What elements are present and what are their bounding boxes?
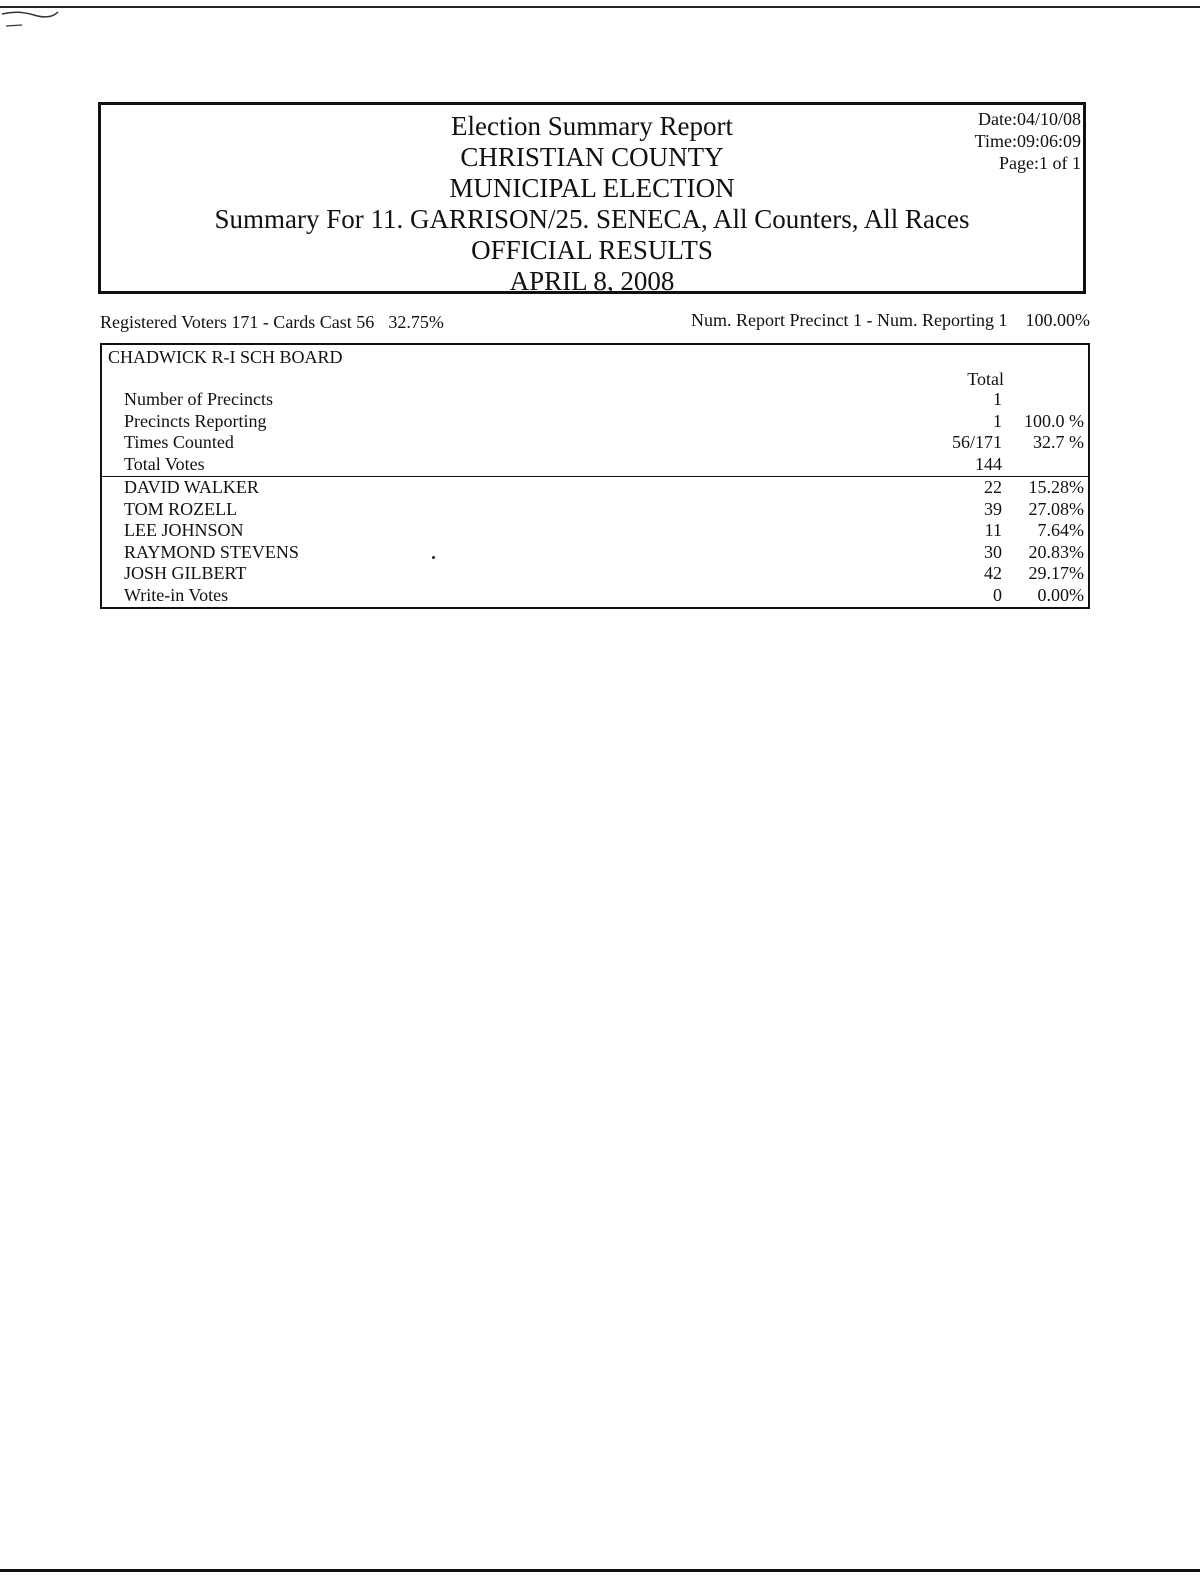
turnout-percent: 32.75% (388, 312, 444, 332)
candidate-percent: 7.64% (1037, 520, 1084, 540)
scan-artifact-mark (0, 8, 60, 30)
report-page: Page:1 of 1 (999, 153, 1081, 173)
report-title: Election Summary Report (451, 111, 733, 141)
report-date: Date:04/10/08 (978, 109, 1081, 129)
scan-edge-line-bottom (0, 1569, 1200, 1572)
stat-label: Times Counted (124, 432, 234, 452)
candidate-name: JOSH GILBERT (124, 563, 247, 583)
stat-label: Total Votes (124, 453, 205, 474)
candidate-row (102, 542, 1088, 564)
results-status: OFFICIAL RESULTS (471, 235, 713, 265)
election-name: MUNICIPAL ELECTION (449, 173, 735, 203)
candidate-row (102, 585, 1088, 607)
candidate-name: DAVID WALKER (124, 477, 259, 497)
scan-speck (432, 556, 435, 559)
candidate-percent: 20.83% (1028, 541, 1084, 562)
stat-label: Precincts Reporting (124, 410, 267, 431)
candidate-votes: 30 (984, 541, 1002, 562)
stat-value: 1 (993, 410, 1002, 431)
election-date: APRIL 8, 2008 (509, 266, 675, 296)
candidate-votes: 39 (984, 498, 1002, 519)
total-column-header: Total (967, 369, 1004, 389)
stat-label: Number of Precincts (124, 389, 273, 409)
candidate-percent: 15.28% (1028, 477, 1084, 497)
registered-voters-text: Registered Voters 171 - Cards Cast 56 (100, 312, 375, 332)
candidate-name: TOM ROZELL (124, 498, 238, 519)
county-name: CHRISTIAN COUNTY (460, 142, 724, 172)
race-results-box (100, 343, 1090, 609)
registered-voters-summary (100, 312, 444, 333)
race-title: CHADWICK R-I SCH BOARD (108, 347, 343, 367)
candidate-name: Write-in Votes (124, 584, 229, 605)
candidate-name: LEE JOHNSON (124, 520, 244, 540)
candidate-percent: 0.00% (1037, 584, 1084, 605)
stat-percent: 100.0 % (1024, 410, 1084, 431)
stat-value: 56/171 (951, 432, 1002, 452)
report-header-title-block (101, 111, 1083, 297)
candidate-row (102, 563, 1088, 585)
report-header-box (98, 102, 1086, 294)
precinct-reporting-summary (691, 310, 1090, 331)
precinct-reporting-text: Num. Report Precinct 1 - Num. Reporting 1 (691, 310, 1008, 330)
stat-row (102, 454, 1088, 476)
candidate-percent: 27.08% (1028, 498, 1084, 519)
stat-percent: 32.7 % (1033, 432, 1084, 452)
stat-value: 1 (993, 389, 1002, 409)
stat-row (102, 389, 1088, 411)
candidate-votes: 22 (984, 477, 1002, 497)
stat-row (102, 432, 1088, 454)
reporting-percent: 100.00% (1025, 310, 1090, 330)
stat-value: 144 (975, 453, 1002, 474)
candidate-row (102, 499, 1088, 521)
candidate-votes: 42 (984, 563, 1002, 583)
candidate-votes: 0 (993, 584, 1002, 605)
summary-scope: Summary For 11. GARRISON/25. SENECA, All Counters, All Races (214, 204, 970, 234)
candidate-percent: 29.17% (1028, 563, 1084, 583)
candidate-votes: 11 (984, 520, 1002, 540)
candidate-name: RAYMOND STEVENS (124, 541, 299, 562)
candidate-row (102, 520, 1088, 542)
candidate-row (102, 477, 1088, 499)
stat-row (102, 411, 1088, 433)
report-time: Time:09:06:09 (974, 131, 1081, 151)
scan-edge-line (0, 6, 1200, 8)
report-meta (975, 108, 1081, 174)
